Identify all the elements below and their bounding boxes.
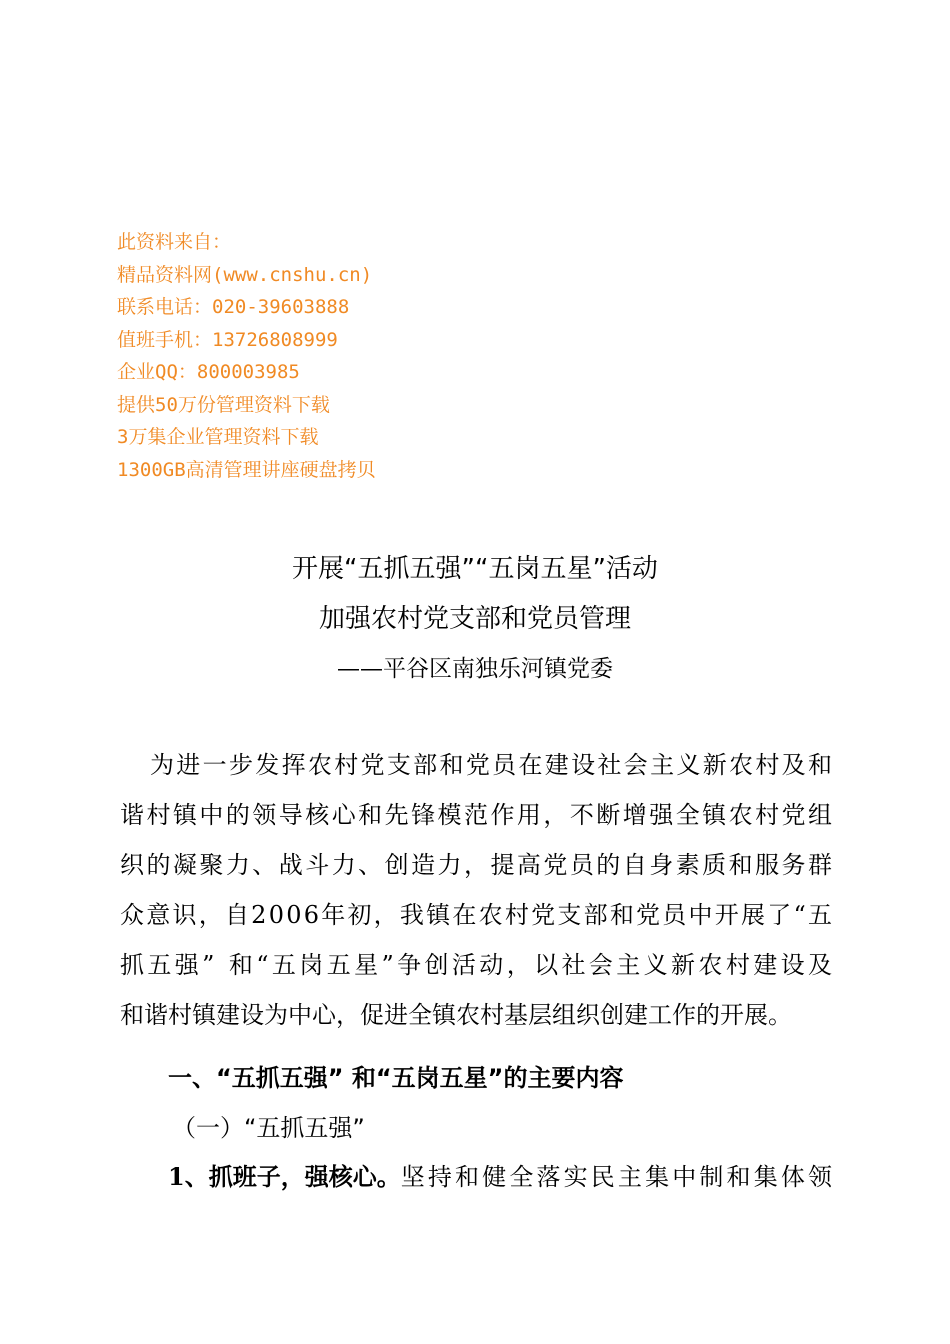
source-info-line: 值班手机：13726808999	[117, 328, 338, 351]
source-info-line: 1300GB高清管理讲座硬盘拷贝	[117, 458, 376, 481]
intro-paragraph	[120, 740, 836, 1040]
source-info-line: 企业QQ：800003985	[117, 361, 300, 383]
source-info-line: 此资料来自：	[117, 231, 232, 253]
list-item	[168, 1152, 836, 1202]
list-item-lead: 1、抓班子，强核心。	[168, 1162, 401, 1191]
section-heading: 一、“五抓五强” 和“五岗五星”的主要内容	[168, 1064, 624, 1092]
list-item-text: 坚持和健全落实民主集中制和集体领	[400, 1163, 836, 1191]
source-info-line: 联系电话：020-39603888	[117, 296, 350, 318]
paragraph-line: 抓五强” 和“五岗五星”争创活动，以社会主义新农村建设及	[120, 951, 836, 979]
paragraph-line: 和谐村镇建设为中心，促进全镇农村基层组织创建工作的开展。	[120, 1001, 792, 1029]
document-byline: ——平谷区南独乐河镇党委	[337, 656, 613, 682]
paragraph-line: 为进一步发挥农村党支部和党员在建设社会主义新农村及和	[149, 751, 835, 779]
source-info-line: 3万集企业管理资料下载	[117, 426, 319, 448]
subsection-heading: （一）“五抓五强”	[172, 1114, 365, 1142]
paragraph-line: 众意识，自2006年初，我镇在农村党支部和党员中开展了“五	[120, 901, 835, 929]
source-info-line: 提供50万份管理资料下载	[117, 393, 330, 416]
source-info-block	[117, 226, 717, 486]
source-info-line: 精品资料网(www.cnshu.cn)	[117, 263, 373, 286]
document-title-line-1: 开展“五抓五强”“五岗五星”活动	[292, 554, 658, 584]
document-title-line-2: 加强农村党支部和党员管理	[318, 604, 631, 634]
paragraph-line: 织的凝聚力、战斗力、创造力，提高党员的自身素质和服务群	[120, 851, 835, 879]
paragraph-line: 谐村镇中的领导核心和先锋模范作用，不断增强全镇农村党组	[120, 801, 835, 829]
